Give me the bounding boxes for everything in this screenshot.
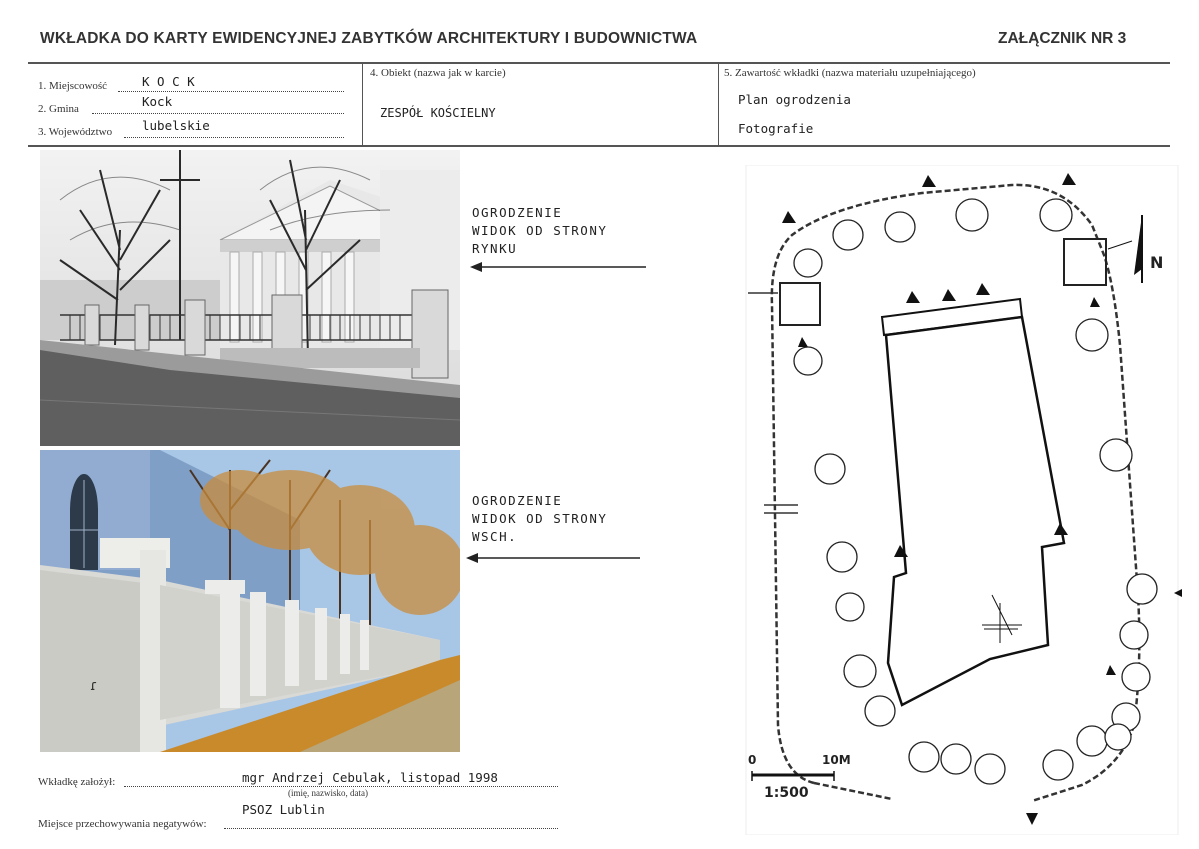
annex-number: ZAŁĄCZNIK NR 3	[998, 30, 1127, 47]
header-bottom-rule	[28, 145, 1170, 147]
scale-zero-label: 0	[748, 753, 757, 767]
caption-top-line-2: WIDOK OD STRONY	[472, 223, 608, 238]
zalozyl-label: Wkładkę założył:	[38, 776, 116, 788]
caption-bottom	[472, 492, 607, 546]
column-divider-1	[362, 63, 363, 145]
scale-ratio-label: 1:500	[764, 785, 809, 801]
obiekt-value: ZESPÓŁ KOŚCIELNY	[380, 106, 496, 120]
caption-top-line-1: OGRODZENIE	[472, 205, 563, 220]
zalozyl-value: mgr Andrzej Cebulak, listopad 1998	[242, 770, 498, 785]
miejsce-label: Miejsce przechowywania negatywów:	[38, 818, 207, 830]
caption-top-line-3: RYNKU	[472, 241, 518, 256]
zawartosc-item-1: Plan ogrodzenia	[738, 92, 851, 107]
photo-fence-market-side	[40, 150, 460, 446]
header-top-rule	[28, 62, 1170, 64]
gmina-dots	[92, 113, 344, 114]
column-divider-2	[718, 63, 719, 145]
caption-bottom-line-1: OGRODZENIE	[472, 493, 563, 508]
photo-fence-east-side	[40, 450, 460, 752]
arrow-top	[468, 260, 648, 274]
north-label: N	[1150, 253, 1164, 272]
arrow-bottom	[464, 551, 644, 565]
zalozyl-hint: (imię, nazwisko, data)	[288, 788, 368, 798]
miejsce-value: PSOZ Lublin	[242, 802, 325, 817]
wojewodztwo-dots	[124, 137, 344, 138]
caption-bottom-line-3: WSCH.	[472, 529, 518, 544]
miejscowosc-dots	[118, 91, 344, 92]
zawartosc-label: 5. Zawartość wkładki (nazwa materiału uzupełniającego)	[724, 67, 976, 79]
document-title: WKŁADKA DO KARTY EWIDENCYJNEJ ZABYTKÓW ARCHITEKTURY I BUDOWNICTWA	[40, 30, 698, 47]
miejscowosc-value: K O C K	[142, 74, 195, 89]
wojewodztwo-label: 3. Województwo	[38, 126, 113, 138]
scale-ten-label: 10M	[822, 753, 851, 767]
caption-top	[472, 204, 607, 258]
obiekt-label: 4. Obiekt (nazwa jak w karcie)	[370, 67, 506, 79]
gmina-value: Kock	[142, 94, 173, 109]
site-plan	[742, 165, 1182, 835]
wojewodztwo-value: lubelskie	[142, 118, 210, 133]
caption-bottom-line-2: WIDOK OD STRONY	[472, 511, 608, 526]
zalozyl-dots	[124, 786, 558, 787]
svg-text:ɾ: ɾ	[90, 678, 98, 694]
zawartosc-item-2: Fotografie	[738, 121, 814, 136]
miejscowosc-label: 1. Miejscowość	[38, 80, 108, 92]
gmina-label: 2. Gmina	[38, 103, 79, 115]
miejsce-dots	[224, 828, 558, 829]
